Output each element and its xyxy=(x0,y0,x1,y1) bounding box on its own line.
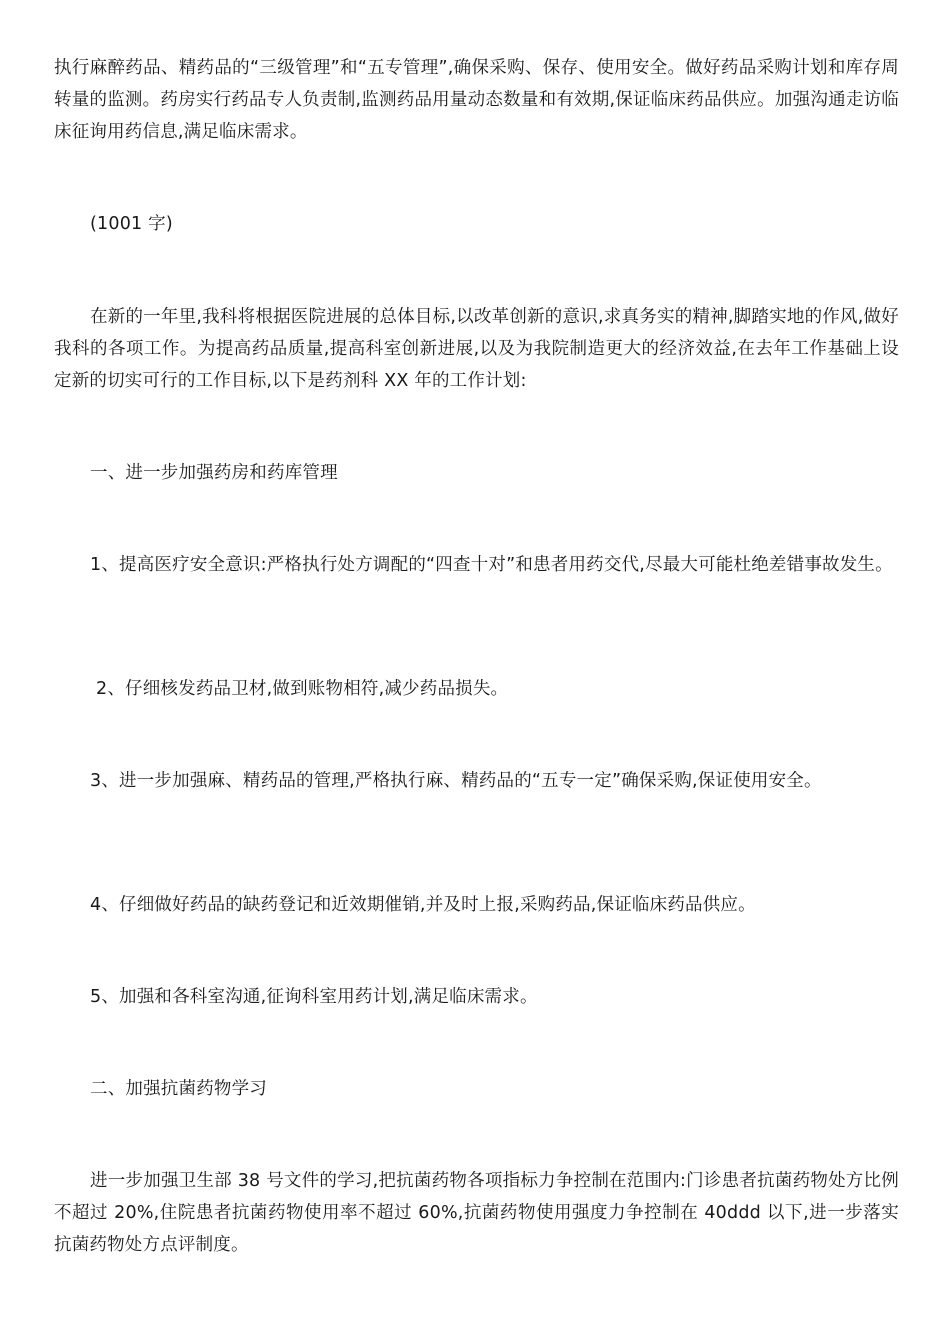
list-item-3-controlled-drugs: 3、进一步加强麻、精药品的管理,严格执行麻、精药品的“五专一定”确保采购,保证使用安全。 xyxy=(90,771,822,791)
paragraph-drug-management-continued: 执行麻醉药品、精药品的“三级管理”和“五专管理”,确保采购、保存、使用安全。做好药品采购计划和库存周转量的监测。药房实行药品专人负责制,监测药品用量动态数量和有效期,保证临床药品供应。加强沟通走访临床征询用药信息,满足临床需求。 xyxy=(54,58,899,142)
section-heading-antibiotics: 二、加强抗菌药物学习 xyxy=(90,1079,267,1099)
section-heading-pharmacy-management: 一、进一步加强药房和药库管理 xyxy=(90,463,338,483)
list-item-4-shortage-registration: 4、仔细做好药品的缺药登记和近效期催销,并及时上报,采购药品,保证临床药品供应。 xyxy=(90,895,756,915)
list-item-1-safety-awareness: 1、提高医疗安全意识:严格执行处方调配的“四查十对”和患者用药交代,尽最大可能杜绝差错事故发生。 xyxy=(90,555,893,575)
list-item-2-verify-supplies: 2、仔细核发药品卫材,做到账物相符,减少药品损失。 xyxy=(96,679,509,699)
paragraph-new-year-intro: 在新的一年里,我科将根据医院进展的总体目标,以改革创新的意识,求真务实的精神,脚踏实地的作风,做好我科的各项工作。为提高药品质量,提高科室创新进展,以及为我院制造更大的经济效益,在去年工作基础上设定新的切实可行的工作目标,以下是药剂科 XX 年的工作计划: xyxy=(54,307,899,391)
list-item-5-department-communication: 5、加强和各科室沟通,征询科室用药计划,满足临床需求。 xyxy=(90,987,538,1007)
word-count-note: (1001 字) xyxy=(90,214,173,234)
paragraph-antibiotic-targets: 进一步加强卫生部 38 号文件的学习,把抗菌药物各项指标力争控制在范围内:门诊患者抗菌药物处方比例不超过 20%,住院患者抗菌药物使用率不超过 60%,抗菌药物使用强度力争控制在 40ddd 以下,进一步落实抗菌药物处方点评制度。 xyxy=(54,1171,899,1255)
